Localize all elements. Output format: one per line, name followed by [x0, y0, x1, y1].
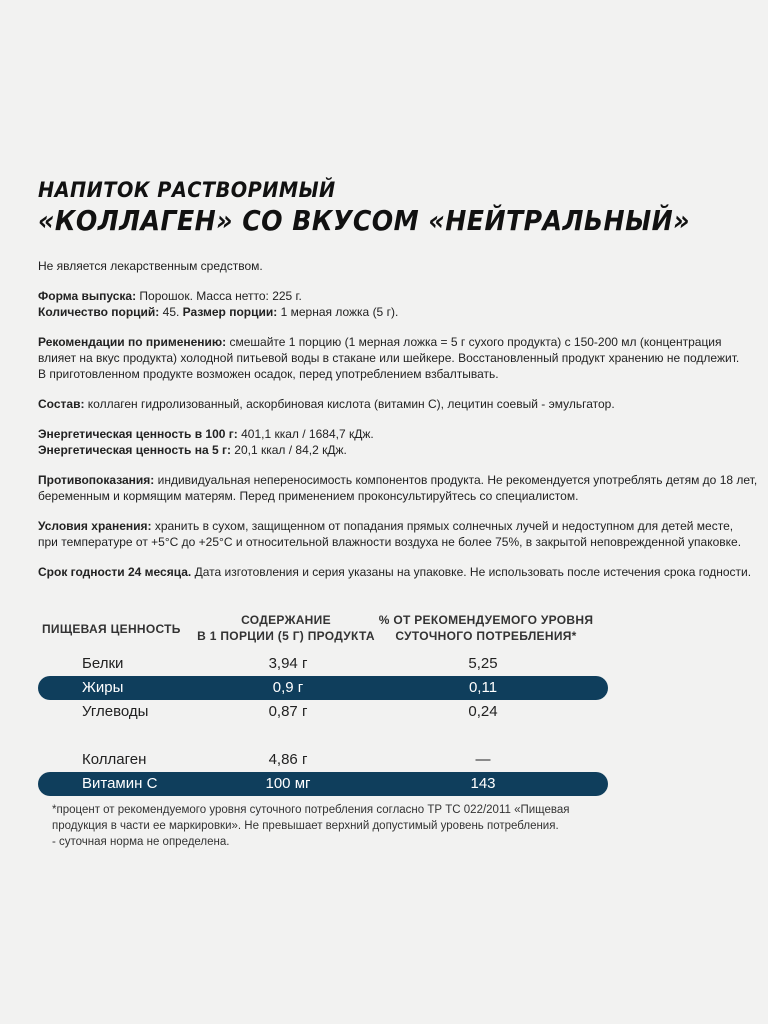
header-content-line-1: СОДЕРЖАНИЕ — [241, 613, 331, 627]
form-text: Порошок. Масса нетто: 225 г. — [136, 289, 302, 303]
energy-5-label: Энергетическая ценность на 5 г: — [38, 443, 231, 457]
usage-line-3: В приготовленном продукте возможен осадок, перед употреблением взбалтывать. — [38, 367, 499, 381]
product-description — [38, 258, 758, 594]
table-row — [38, 772, 608, 796]
header-percent — [376, 612, 596, 644]
title-line-2: «КОЛЛАГЕН» СО ВКУСОМ «НЕЙТРАЛЬНЫЙ» — [38, 204, 691, 237]
table-row — [38, 652, 608, 676]
size-label: Размер порции: — [182, 305, 278, 319]
intro-text: Не является лекарственным средством. — [38, 259, 263, 273]
nutrient-name: Углеводы — [82, 703, 149, 720]
nutrient-name: Коллаген — [82, 751, 147, 768]
nutrient-amount: 100 мг — [265, 775, 311, 792]
usage-label: Рекомендации по применению: — [38, 335, 227, 349]
footnote-line-3: - суточная норма не определена. — [52, 836, 230, 848]
shelf-text: Дата изготовления и серия указаны на упаковке. Не использовать после истечения срока годности. — [191, 565, 752, 579]
footnote — [52, 802, 652, 850]
table-row — [38, 748, 608, 772]
header-nutrition-value: ПИЩЕВАЯ ЦЕННОСТЬ — [42, 622, 181, 636]
footnote-line-2: продукция в части ее маркировки». Не превышает верхний допустимый уровень потребления. — [52, 820, 559, 832]
contraindications-section — [38, 472, 758, 504]
portions-text: 45. — [159, 305, 183, 319]
energy-5-text: 20,1 ккал / 84,2 кДж. — [230, 443, 347, 457]
header-content-line-2: В 1 ПОРЦИИ (5 Г) ПРОДУКТА — [197, 629, 375, 643]
nutrient-percent: 143 — [470, 775, 496, 792]
portions-label: Количество порций: — [38, 305, 160, 319]
title-line-1: НАПИТОК РАСТВОРИМЫЙ — [38, 178, 336, 202]
nutrient-percent: 0,24 — [468, 703, 498, 720]
nutrition-table — [38, 612, 608, 796]
storage-section — [38, 518, 742, 550]
size-text: 1 мерная ложка (5 г). — [277, 305, 399, 319]
nutrient-amount: 0,9 г — [272, 679, 304, 696]
form-section — [38, 288, 738, 320]
shelf-label: Срок годности 24 месяца. — [38, 565, 192, 579]
contra-line-1: индивидуальная непереносимость компонентов продукта. Не рекомендуется употреблять детям до 18 лет, — [154, 473, 758, 487]
nutrient-name: Белки — [82, 655, 124, 672]
storage-label: Условия хранения: — [38, 519, 152, 533]
header-percent-line-2: СУТОЧНОГО ПОТРЕБЛЕНИЯ* — [395, 629, 577, 643]
energy-section — [38, 426, 738, 458]
usage-line-2: влияет на вкус продукта) холодной питьевой воды в стакане или шейкере. Восстановленный продукт хранению не подлежит. — [38, 351, 740, 365]
usage-section — [38, 334, 738, 382]
shelf-life-section — [38, 564, 752, 580]
table-row — [38, 676, 608, 700]
nutrient-amount: 0,87 г — [268, 703, 308, 720]
composition-section — [38, 396, 738, 412]
contra-label: Противопоказания: — [38, 473, 155, 487]
nutrient-amount: 4,86 г — [268, 751, 308, 768]
energy-100-label: Энергетическая ценность в 100 г: — [38, 427, 238, 441]
usage-line-1: смешайте 1 порцию (1 мерная ложка = 5 г сухого продукта) с 150-200 мл (концентрация — [226, 335, 722, 349]
nutrient-percent: — — [475, 751, 491, 768]
nutrition-table-header — [38, 612, 608, 652]
header-content — [196, 612, 376, 644]
composition-label: Состав: — [38, 397, 85, 411]
table-row — [38, 700, 608, 724]
table-spacer — [38, 724, 608, 748]
form-label: Форма выпуска: — [38, 289, 137, 303]
footnote-line-1: *процент от рекомендуемого уровня суточного потребления согласно ТР ТС 022/2011 «Пищевая — [52, 804, 570, 816]
storage-line-1: хранить в сухом, защищенном от попадания прямых солнечных лучей и недоступном для детей месте, — [151, 519, 734, 533]
energy-100-text: 401,1 ккал / 1684,7 кДж. — [237, 427, 374, 441]
header-percent-line-1: % ОТ РЕКОМЕНДУЕМОГО УРОВНЯ — [378, 613, 594, 627]
nutrient-percent: 0,11 — [468, 679, 498, 696]
contra-line-2: беременным и кормящим матерям. Перед применением проконсультируйтесь со специалистом. — [38, 489, 579, 503]
storage-line-2: при температуре от +5°С до +25°С и относительной влажности воздуха не более 75%, в закрытой неповрежденной упаковке. — [38, 535, 742, 549]
product-title — [38, 176, 738, 238]
composition-text: коллаген гидролизованный, аскорбиновая кислота (витамин С), лецитин соевый - эмульгатор. — [84, 397, 615, 411]
nutrient-name: Витамин С — [82, 775, 158, 792]
nutrient-percent: 5,25 — [468, 655, 498, 672]
nutrient-name: Жиры — [82, 679, 124, 696]
nutrient-amount: 3,94 г — [268, 655, 308, 672]
